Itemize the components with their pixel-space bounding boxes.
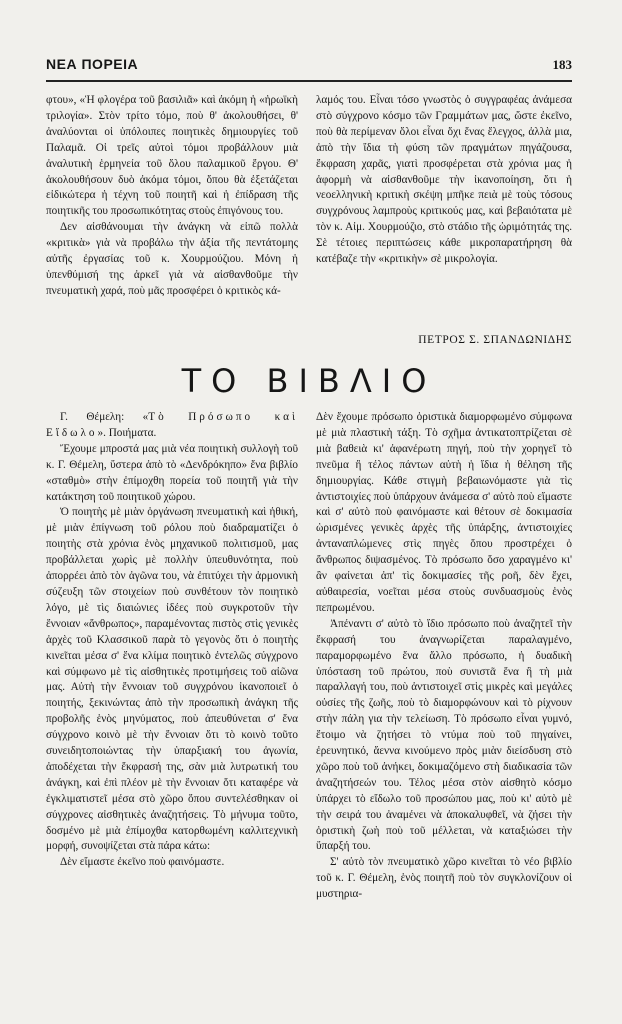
bottom-right-column [316, 410, 572, 903]
running-header [46, 56, 572, 76]
paragraph: Δεν αἰσθάνουμαι τὴν ἀνάγκη νὰ εἰπῶ πολλὰ «κριτικὰ» γιὰ νὰ προβάλω τὴν ἀξία τῆς πεντάτομης αὐτῆς ἐργασίας τοῦ κ. Χουρμούζιου. Μόνη ἡ ὑπενθύμισή της ἀρκεῖ γιὰ νὰ αἰσθανθοῦμε τὴν πνευματικὴ χαρά, ποὺ μᾶς προσφέρει ὁ κριτικὸς κά- [46, 221, 298, 297]
paragraph: λαμός του. Εἶναι τόσο γνωστὸς ὁ συγγραφέας ἀνάμεσα στὸ σύγχρονο κόσμο τῶν Γραμμάτων μας, ὥστε ἐκεῖνο, ποὺ θὰ περίμεναν ὅλοι εἶναι ὄχι ἕνας ἔλεγχος, ἀλλὰ μια, ἀπὸ τὴν ἴδια τὴ φύση τῶν πραγμάτων πηγάζουσα, ἔκφραση χαρᾶς, γιατὶ προσφέρεται στὰ χρόνια μας ἡ ἀφορμὴ νὰ αἰσθανθοῦμε τὴν ἱκανοποίηση, ὅτι ἡ νεοελληνικὴ κριτικὴ σκέψη μπῆκε πειὰ μὲ τοὺς τόσους συγχρόνους λαμπροὺς κριτικούς μας, καὶ βεβαιότατα μὲ τὸν κ. Αἰμ. Χουρμούζιο, στὸ στάδιο τῆς ὡριμότητάς της. Σὲ τέτοιες περιπτώσεις κάθε μικροπαρατήρηση θὰ κατέβαζε τὴν «κριτικὴν» σὲ μικρολογία. [316, 94, 572, 266]
paragraph: Ὁ ποιητὴς μὲ μιὰν ὀργάνωση πνευματικὴ καὶ ἠθική, μὲ μιὰν ἐπίγνωση τοῦ ρόλου ποὺ διαδραματίζει ὁ ποιητὴς στὰ χρόνια ἑνὸς μηχανικοῦ πολιτισμοῦ, μας προβάλλεται χωρὶς μὲ πολλὴν ὑπευθυνότητα, ποὺ ἀπορρέει ἀπὸ τὸν ἀγῶνα του, νὰ ἐπιτύχει τὴν ἁρμονικὴ σύζευξη τῶν στοιχείων ποὺ συνθέτουν τὸν ποιητικὸ λόγο, μὲ τὶς διαιώνιες ἰδέες ποὺ συγκροτοῦν τὴν ἔννοιαν «ἄνθρωπος», παραμένοντας πιστὸς στὶς γενικὲς ἀρχὲς τοῦ Κλασσικοῦ παρὰ τὸ γεγονὸς ὅτι ὁ ποιητὴς κινεῖται μέσα σ' ἕνα κλίμα ποιητικὸ ἐντελῶς σύγχρονο καὶ σύμφωνο μὲ τὶς αἰσθητικὲς προτιμήσεις τοῦ αἰῶνα μας. Αὐτὴ τὴν ἔννοιαν τοῦ συγχρόνου ἱκανοποιεῖ ὁ ποιητής, ξεκινώντας ἀπὸ τὴν προσωπικὴ ἀνάγκη τῆς προβολῆς ἑνὸς μηνύματος, ποὺ ἀπευθύνεται σ' ἕνα σύγχρονο κοινὸ μὲ τὴν ἔννοιαν ὅτι τὸ κοινὸ τοῦτο συνειδητοποιώντας τὴν ὑπαρξιακή του ἀγωνία, ἀποδέχεται τὴν ἔκφρασή της, σὰν μιὰ λυτρωτική του ἀνάγκη, καὶ ἐπὶ πλέον μὲ τὴν ἔννοιαν ὅτι καταφέρε νὰ ἐγκλιματιστεῖ μέσα στὸ χῶρο ὅπου συντελέσθηκαν οἱ σύγχρονες αἰσθητικὲς ἀναζητήσεις. Τὸ μήνυμα τοῦτο, δοσμένο μὲ μιὰ ἐπίμοχθα κατορθωμένη καλλιτεχνικὴ μορφή, συνοψίζεται στὰ πάρα κάτω: [46, 506, 298, 853]
top-left-column [46, 93, 298, 300]
paragraph: Ἀπέναντι σ' αὐτὸ τὸ ἴδιο πρόσωπο ποὺ ἀναζητεῖ τὴν ἔκφρασή του ἀναγνωρίζεται παραλαγμένο, παραμορφωμένο ἕνα ἄλλο πρόσωπο, ἡ δυαδικὴ ὑπόσταση τοῦ πρώτου, ποὺ συνιστᾶ ἕνα ἢ τὴ μιὰ παραλλαγή του, ποὺ ἀντιστοιχεῖ στὶς μικρὲς καὶ μεγάλες οὐσίες τῆς ζωῆς, ποὺ τὸ διαμορφώνουν καὶ τὸ ρίχνουν στὴν πάλη για τὴν τελείωση. Τὸ πρόσωπο εἶναι γυμνό, ἕτοιμο νὰ ζητήσει τὸ ντύμα ποὺ τοῦ πηγαίνει, ἐρευνητικό, ἄεννα κινούμενο πρὸς μιὰν διείσδυση στὸ χῶρο ποὺ τοῦ ἀνήκει, δοκιμαζόμενο στὴ διαδικασία τῶν ἀναζητήσεών του. Τέλος μέσα στὸν αἰσθητὸ κόσμο ὑπάρχει τὸ εἴδωλο τοῦ προσώπου μας, ποὺ κι' αὐτὸ μὲ τὴν σειρά του ἀναμένει νὰ ἀποκαλυφθεῖ, νὰ ζήσει τὴν ὁριστικὴ ζωὴ ποὺ τοῦ μέλλεται, νὰ καταξιώσει τὴν ὕπαρξή του. [316, 617, 572, 853]
paragraph: Δὲν ἔχουμε πρόσωπο ὁριστικὰ διαμορφωμένο σύμφωνα μὲ μιὰ πλαστικὴ τάξη. Τὸ σχῆμα ἀντικατοπτρίζεται σὲ μιὰ βαθειὰ κι' ἀφανέρωτη πηγή, ποὺ τὴν χορηγεῖ τὸ πνεῦμα ἢ τέλος πάντων αὐτὴ ἡ ἴδια ἡ θέληση τῆς δημιουργίας. Κάθε στιγμὴ βεβαιωνόμαστε γιὰ τὶς ἀντιστοιχίες ποὺ ὑπάρχουν ἀνάμεσα σ' αὐτὸ ποὺ εἴμαστε καὶ σ' αὐτὸ ποὺ φαινόμαστε καὶ θέτουν σὲ δοκιμασία ὡρισμένες γενικὲς ἀρχὲς τῆς ὑπάρξης, ἀντιστοιχίες ἀνταναπλώμενες στὶς πηγὲς ὅπου προστρέχει ὁ ἄνθρωπος διψασμένος. Τὸ πρόσωπο ὅσο χαραγμένο κι' ἂν φαίνεται ἀπ' τὶς δοκιμασίες τῆς ροῆ, δὲν ἔχει, αὐθαιρεσία, νοεῖται μέσα στοὺς συνδυασμοὺς ἑνὸς πεπρωμένου. [316, 411, 572, 614]
header-rule [46, 80, 572, 82]
paragraph: Ἔχουμε μπροστά μας μιὰ νέα ποιητικὴ συλλογὴ τοῦ κ. Γ. Θέμελη, ὕστερα ἀπὸ τὸ «Δενδρόκηπο» ἕνα βιβλίο «σταθμὸ» στὴν ἐπίμοχθη πορεία τοῦ ποιητῆ γιὰ τὴν κατάκτηση τοῦ ποιητικοῦ χώρου. [46, 442, 298, 503]
review-heading [46, 410, 298, 442]
journal-title: ΝΕΑ ΠΟΡΕΙΑ [46, 56, 139, 72]
paragraph: Δὲν εἴμαστε ἐκεῖνο ποὺ φαινόμαστε. [60, 856, 225, 869]
author-signature: ΠΕΤΡΟΣ Σ. ΣΠΑΝΔΩΝΙΔΗΣ [418, 334, 572, 346]
review-heading-suffix: ». Ποιήματα. [97, 426, 157, 439]
review-heading-prefix: Γ. Θέμελη: « [60, 411, 149, 423]
top-right-column [316, 93, 572, 268]
bottom-left-column [46, 410, 298, 871]
page-number: 183 [552, 57, 572, 72]
paragraph: Σ' αὐτὸ τὸν πνευματικὸ χῶρο κινεῖται τὸ νέο βιβλίο τοῦ κ. Γ. Θέμελη, ἑνὸς ποιητῆ ποὺ τὸν συγκλονίζουν οἱ μυστηρια- [316, 856, 572, 901]
review-book-title: Τὸ Πρόσωπο καὶ Εἴδωλο [46, 411, 298, 439]
paragraph: φτου», «Ἡ φλογέρα τοῦ βασιλιᾶ» καὶ ἀκόμη ἡ «ἡρωϊκὴ τριλογία». Στὸν τρίτο τόμο, ποὺ θ' ἀκολουθήσει, θ' ἀναλύονται οἱ ὑπόλοιπες ποιητικὲς δημιουργίες τοῦ Παλαμᾶ. Οἱ τρεῖς αὐτοὶ τόμοι προβάλλουν μιὰ ἀναλυτικὴ ἑρμηνεία τοῦ ὅλου παλαμικοῦ ἔργου. Θ' ἀκολουθήσουν δυὸ ἀκόμα τόμοι, ὅπου θὰ ἐξετάζεται εἰδικώτερα ἡ τέχνη τοῦ ποιητῆ καὶ ἡ ἐπίδραση τῆς ποιητικῆς του προσωπικότητας στοὺς ἐπιγόνους του. [46, 94, 298, 218]
section-title: ΤΟ ΒΙΒΛΙΟ [181, 362, 437, 400]
